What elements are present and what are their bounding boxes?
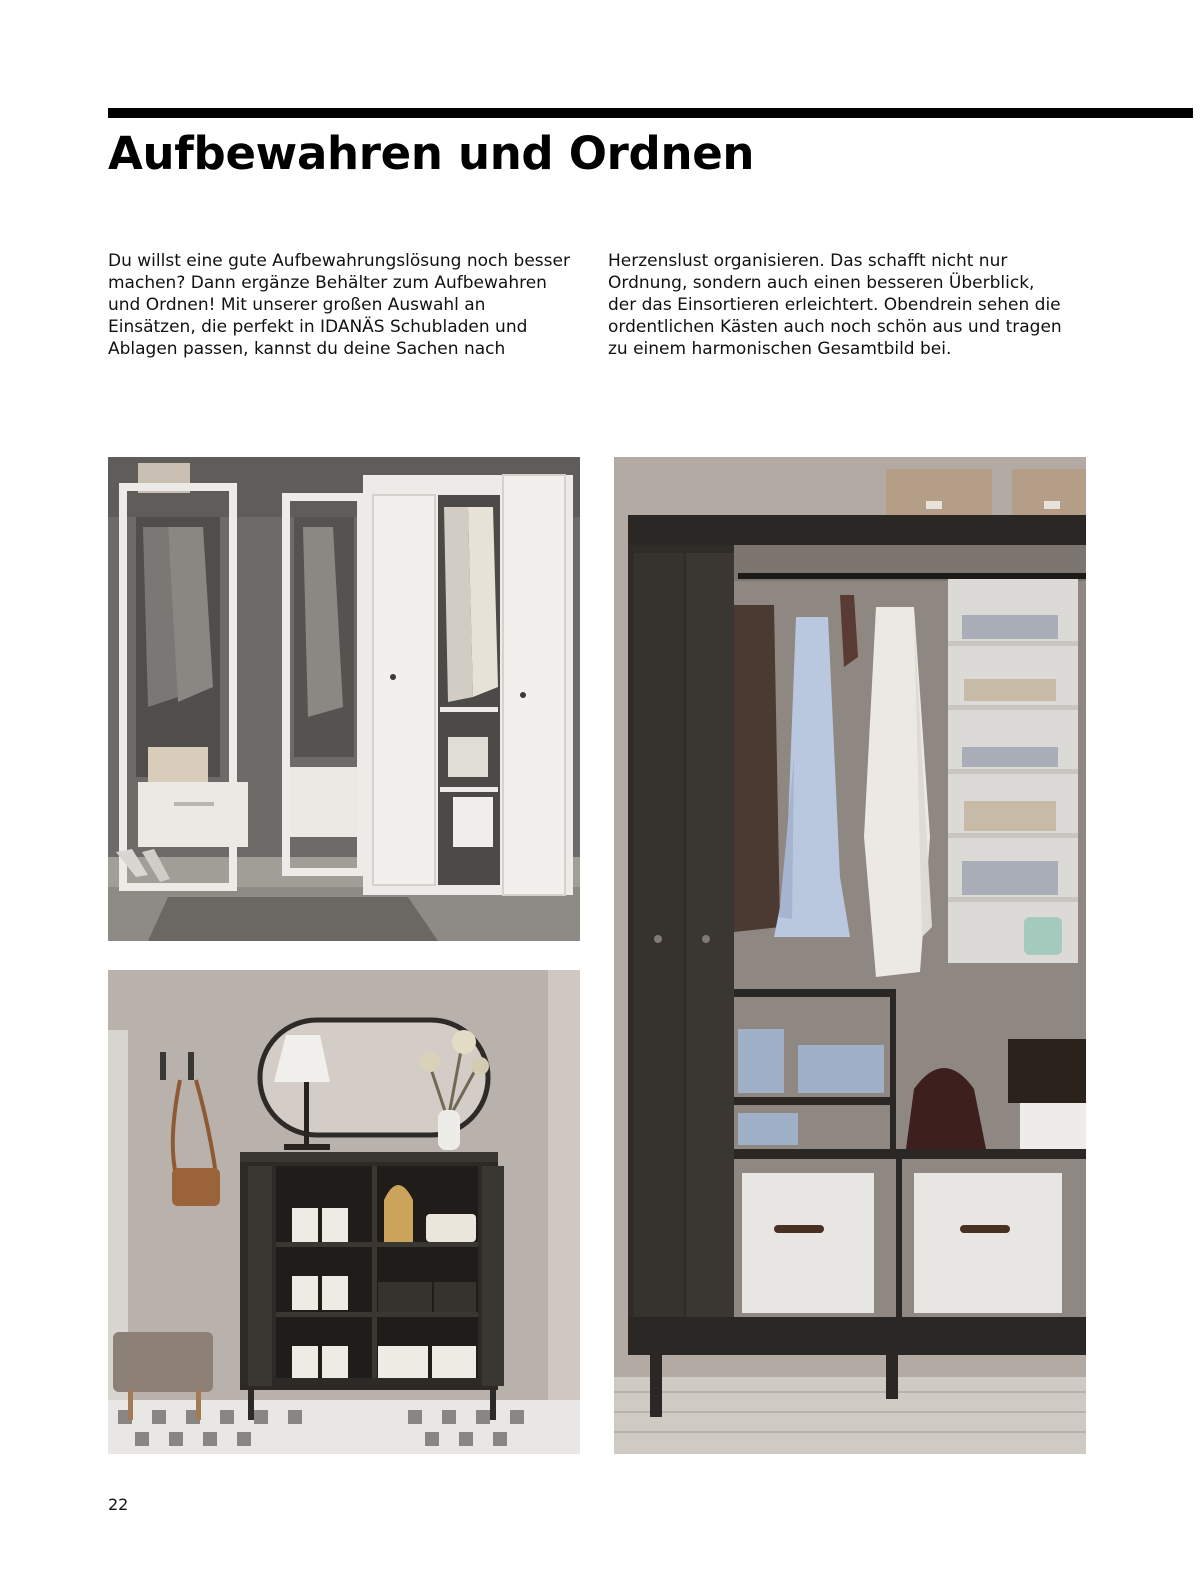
- top-rule: [108, 108, 1193, 118]
- intro-text-right: Herzenslust organisieren. Das schafft nicht nur Ordnung, sondern auch einen besseren Überblick, der das Einsortieren erleichtert. Obendrein sehen die ordentlichen Kästen auch noch schön aus und tragen zu einem harmonischen Gesamtbild bei.: [608, 251, 1062, 359]
- photo-dark-cabinet: [108, 970, 580, 1454]
- photo-open-closet: [614, 457, 1086, 1454]
- page-number: 22: [108, 1495, 129, 1514]
- photo-white-wardrobes: [108, 457, 580, 941]
- page-title: Aufbewahren und Ordnen: [108, 127, 755, 180]
- intro-text-left: Du willst eine gute Aufbewahrungslösung noch besser machen? Dann ergänze Behälter zum Aufbewahren und Ordnen! Mit unserer großen Auswahl an Einsätzen, die perfekt in IDANÄS Schubladen und Ablagen passen, kannst du deine Sachen nach: [108, 251, 570, 359]
